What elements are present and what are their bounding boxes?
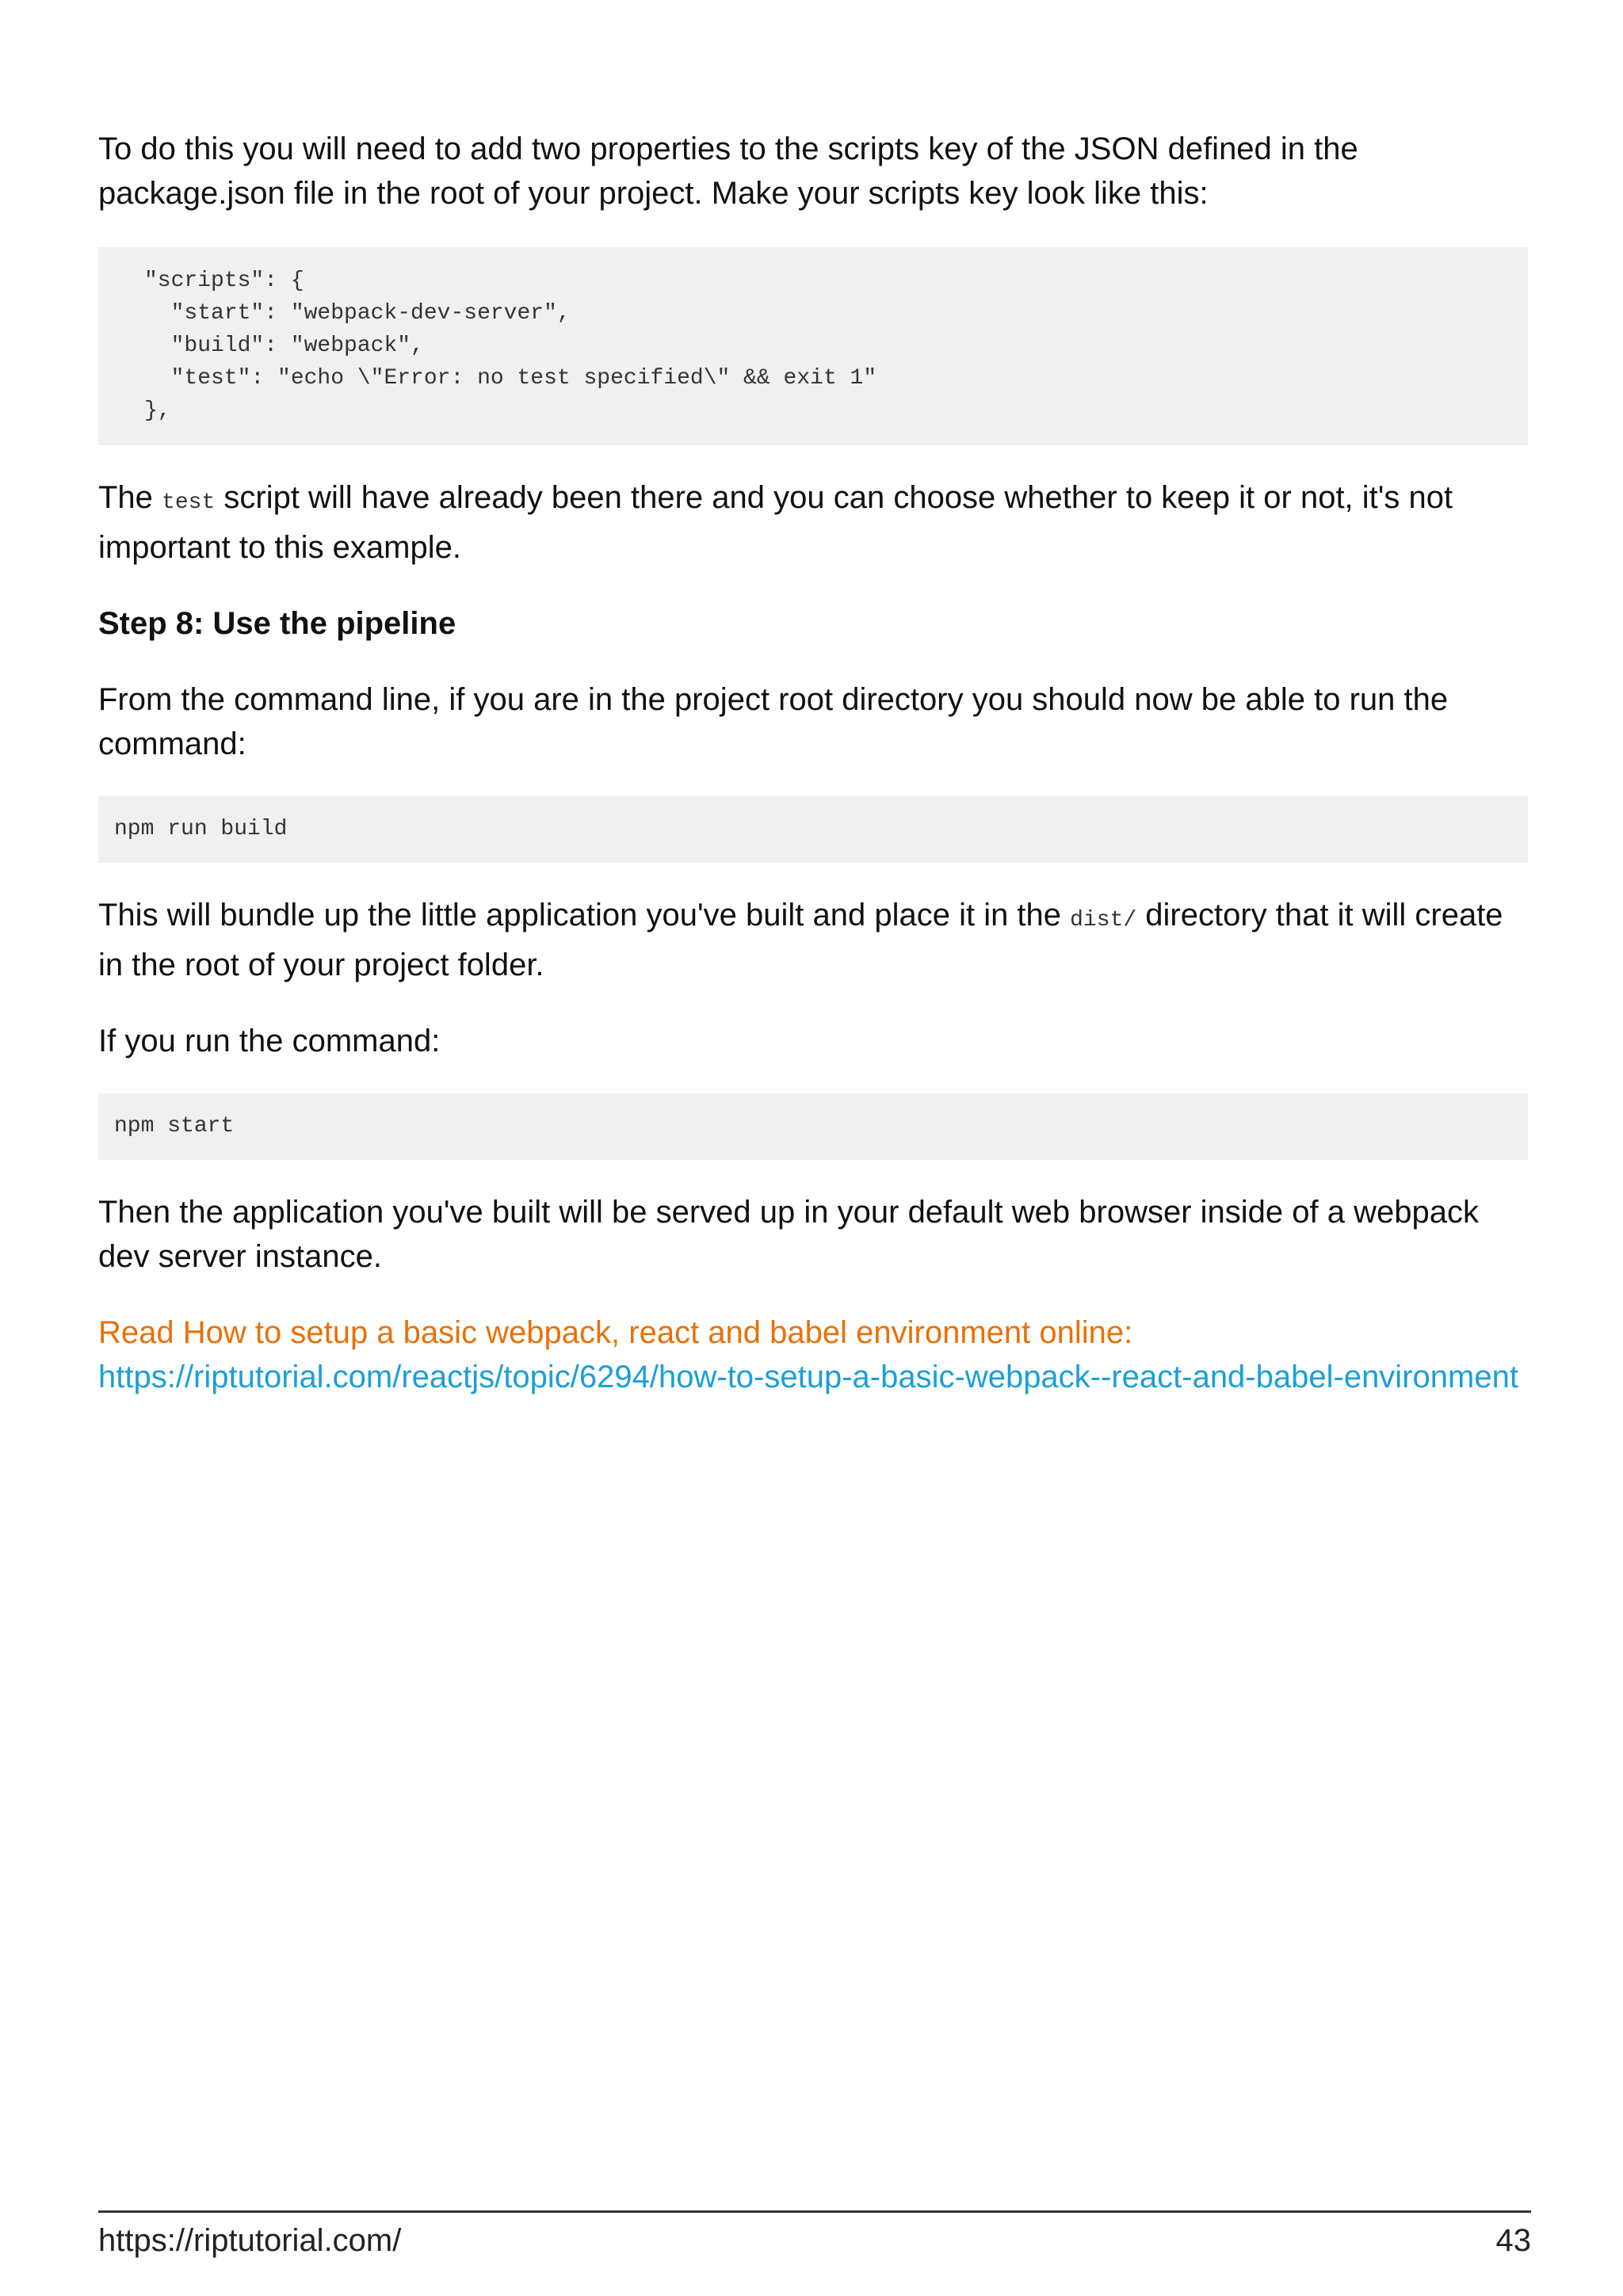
inline-code-dist: dist/	[1070, 908, 1137, 933]
code-line: },	[144, 399, 171, 423]
code-line: "build": "webpack",	[144, 334, 424, 358]
inline-code-test: test	[162, 490, 216, 515]
read-more-paragraph	[98, 1310, 1528, 1399]
bundle-note-before: This will bundle up the little application you've built and place it in the	[98, 898, 1071, 933]
page-number: 43	[1495, 2223, 1531, 2258]
code-line: "start": "webpack-dev-server",	[144, 301, 571, 326]
step8-heading: Step 8: Use the pipeline	[98, 606, 456, 641]
build-command-block: npm run build	[98, 796, 1528, 863]
footer-site-url: https://riptutorial.com/	[98, 2223, 402, 2258]
test-note-after: script will have already been there and you can choose whether to keep it or not, it's not important to this example.	[98, 480, 1453, 565]
bundle-note-after: directory that it will create in the root of your project folder.	[98, 898, 1503, 982]
document-page	[98, 127, 1528, 1399]
intro-paragraph: To do this you will need to add two properties to the scripts key of the JSON defined in the package.json file in the root of your project. Make your scripts key look like this:	[98, 132, 1358, 211]
test-note-paragraph	[98, 475, 1528, 570]
served-note-paragraph: Then the application you've built will be served up in your default web browser inside of a webpack dev server instance.	[98, 1195, 1479, 1274]
code-line: "test": "echo \"Error: no test specified\" && exit 1"	[144, 366, 877, 391]
topic-link[interactable]: https://riptutorial.com/reactjs/topic/6294/how-to-setup-a-basic-webpack--react-and-babel-environment	[98, 1360, 1518, 1394]
command-intro-paragraph: From the command line, if you are in the project root directory you should now be able to run the command:	[98, 682, 1449, 761]
start-command-block: npm start	[98, 1093, 1528, 1160]
scripts-code-block	[98, 247, 1528, 445]
test-note-before: The	[98, 480, 162, 515]
code-line: "scripts": {	[144, 269, 304, 293]
bundle-note-paragraph	[98, 893, 1528, 987]
read-more-label: Read How to setup a basic webpack, react and babel environment online:	[98, 1315, 1133, 1350]
page-footer	[98, 2210, 1531, 2260]
run-intro-paragraph: If you run the command:	[98, 1024, 441, 1058]
